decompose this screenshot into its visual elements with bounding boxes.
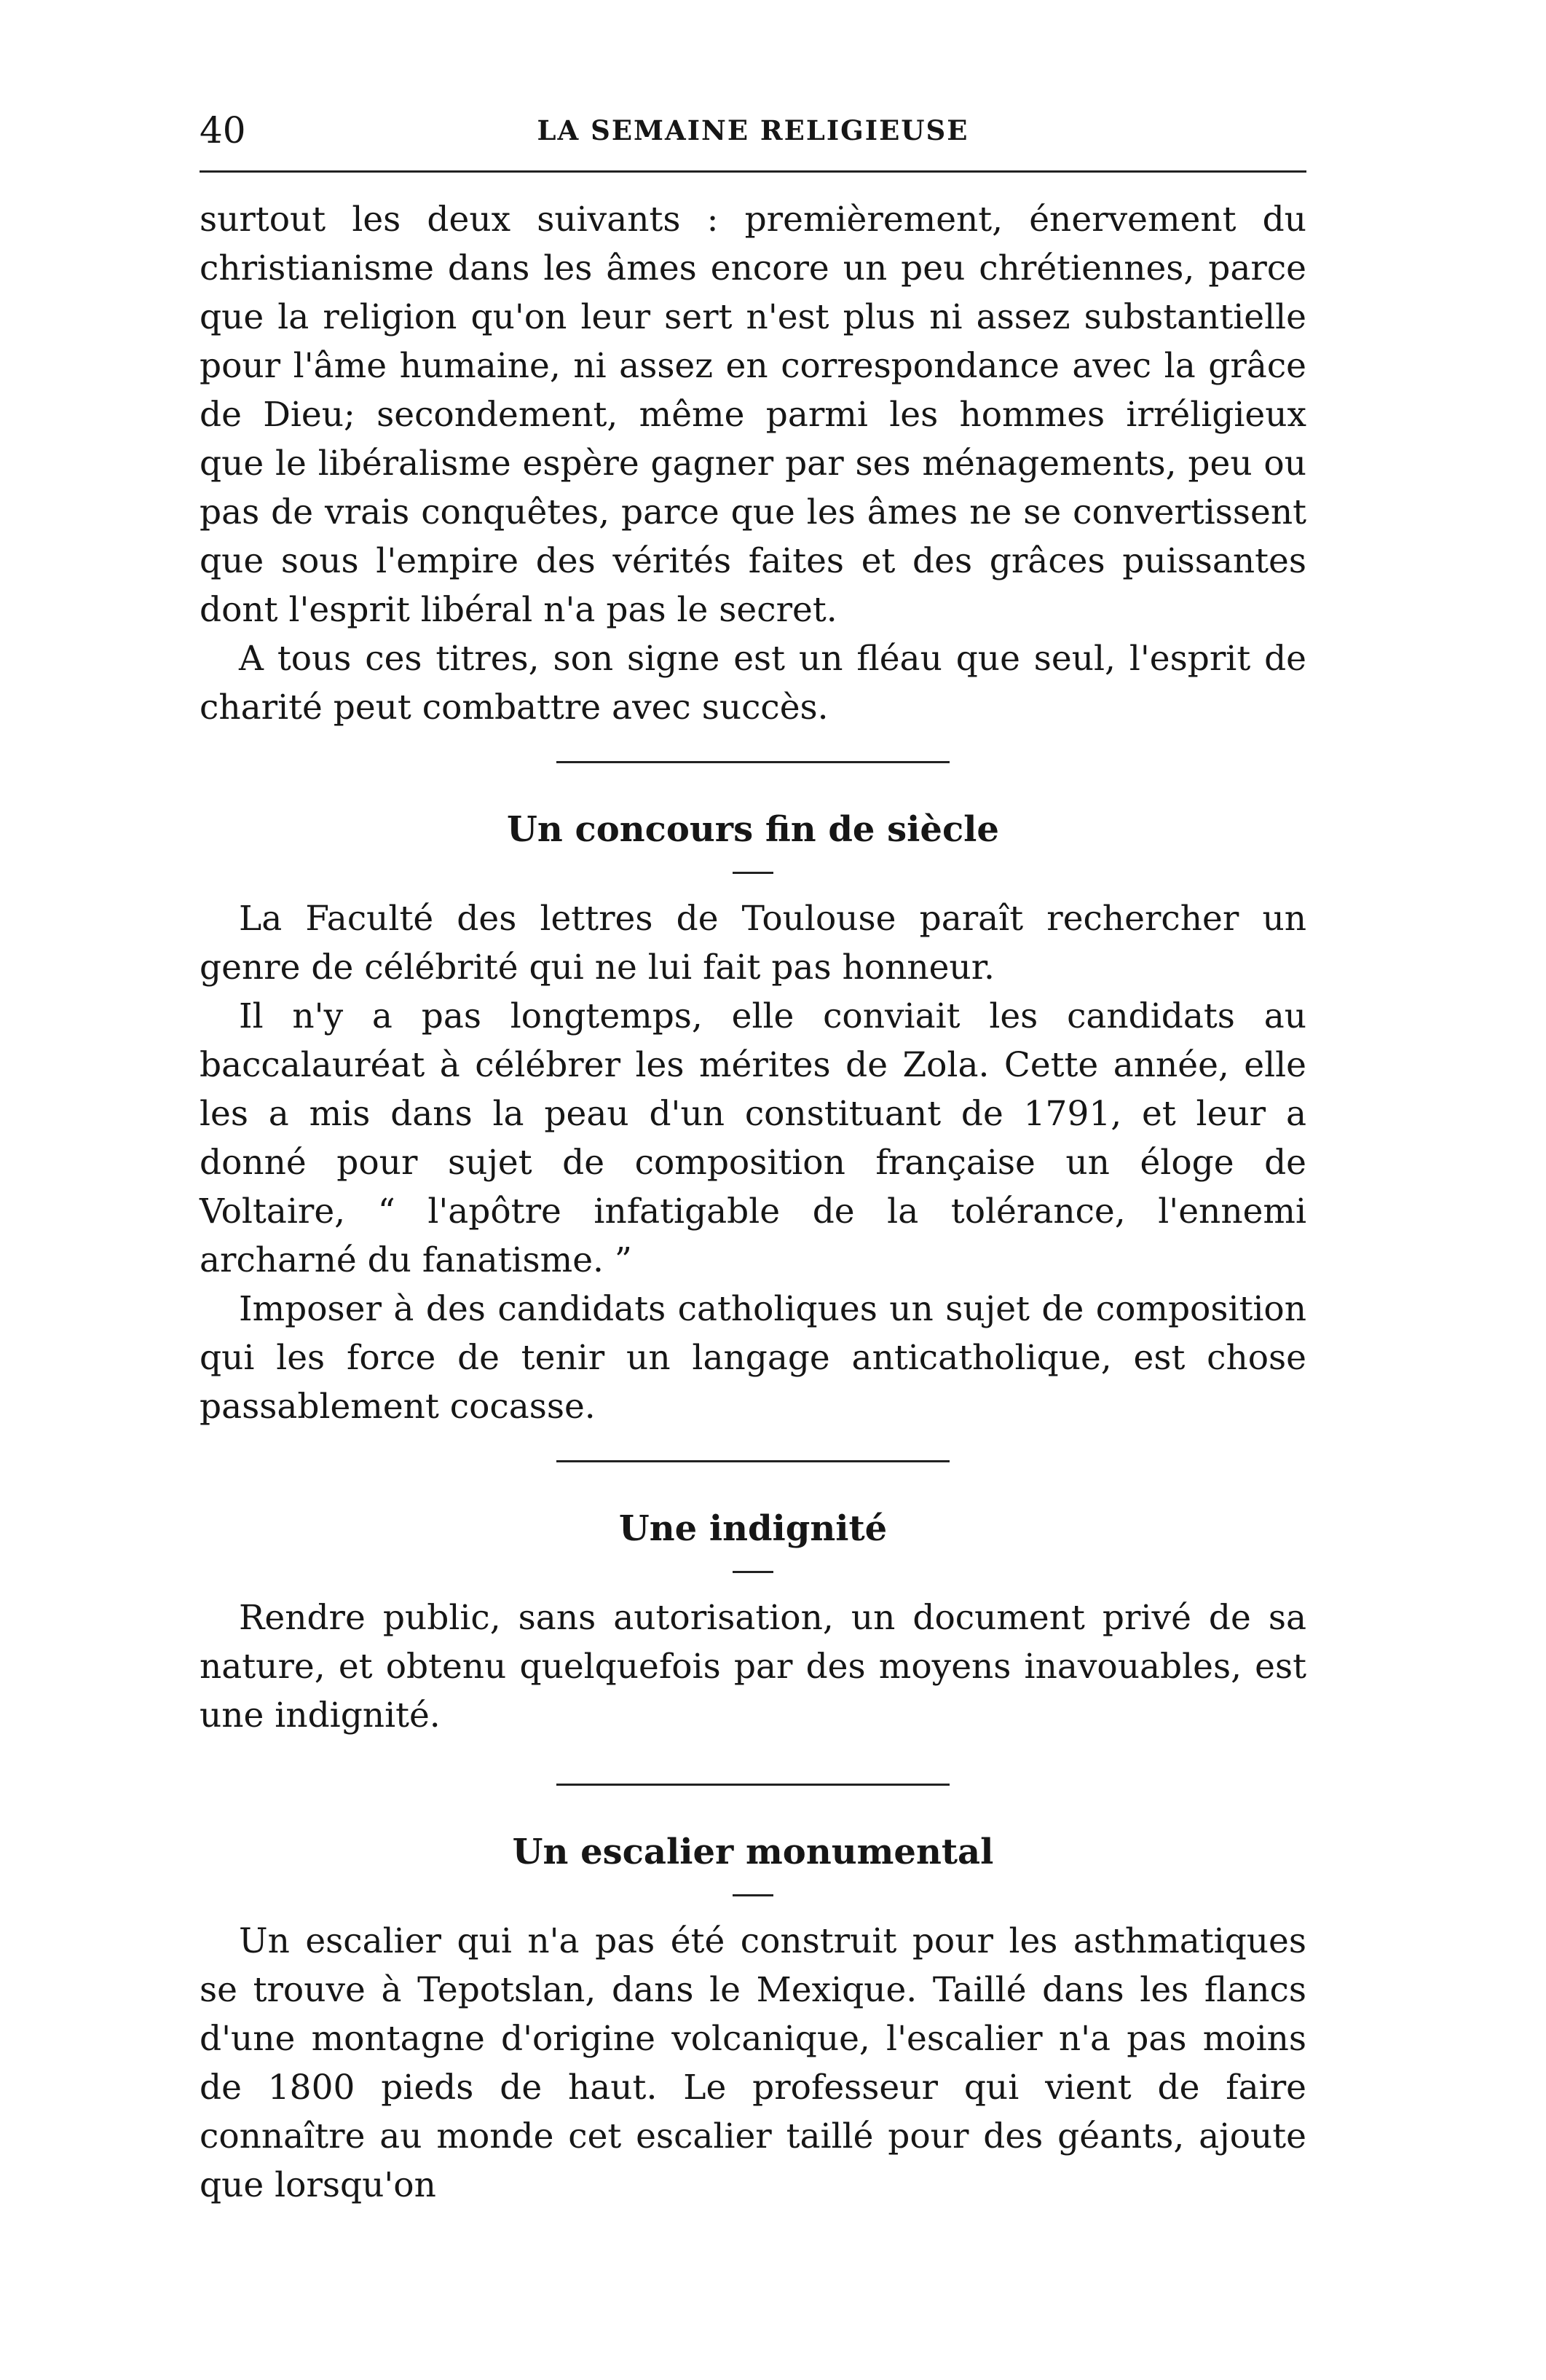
section-paragraph: Il n'y a pas longtemps, elle conviait les candidats au baccalauréat à célébrer les mérites de Zola. Cette année, elle les a mis dans la peau d'un constituant de 1791, et leur a donné pour sujet de composition française un éloge de Voltaire, “ l'apôtre infatigable de la tolérance, l'ennemi archarné du fanatisme. ” [200, 996, 1306, 1280]
section-paragraph: Imposer à des candidats catholiques un sujet de composition qui les force de tenir un langage anticatholique, est chose passablement cocasse. [200, 1289, 1306, 1427]
section-separator-rule [556, 761, 950, 763]
section-title: Un escalier monumental [512, 1832, 994, 1872]
section-separator-rule [556, 1460, 950, 1462]
page-number: 40 [200, 109, 246, 151]
section-paragraph: Rendre public, sans autorisation, un document privé de sa nature, et obtenu quelquefois par des moyens inavouables, est une indignité. [200, 1598, 1306, 1735]
section-title: Un concours fin de siècle [507, 809, 999, 850]
header-rule [200, 170, 1306, 173]
running-head [200, 105, 1306, 156]
title-dash [733, 1571, 773, 1573]
journal-title: LA SEMAINE RELIGIEUSE [537, 114, 969, 146]
intro-paragraph: surtout les deux suivants : premièrement, énervement du christianisme dans les âmes encore un peu chrétiennes, parce que la religion qu'on leur sert n'est plus ni assez substantielle pour l'âme humaine, ni assez en correspondance avec la grâce de Dieu; secondement, même parmi les hommes irréligieux que le libéralisme espère gagner par ses ménagements, peu ou pas de vrais conquêtes, parce que les âmes ne se convertissent que sous l'empire des vérités faites et des grâces puissantes dont l'esprit libéral n'a pas le secret. [200, 200, 1306, 630]
section-paragraph: La Faculté des lettres de Toulouse paraît rechercher un genre de célébrité qui ne lui fait pas honneur. [200, 899, 1306, 988]
intro-paragraph: A tous ces titres, son signe est un fléau que seul, l'esprit de charité peut combattre avec succès. [200, 639, 1306, 728]
title-dash [733, 1894, 773, 1896]
page-body [200, 195, 1306, 2210]
title-dash [733, 872, 773, 874]
section-paragraph: Un escalier qui n'a pas été construit pour les asthmatiques se trouve à Tepotslan, dans le Mexique. Taillé dans les flancs d'une montagne d'origine volcanique, l'escalier n'a pas moins de 1800 pieds de haut. Le professeur qui vient de faire connaître au monde cet escalier taillé pour des géants, ajoute que lorsqu'on [200, 1921, 1306, 2205]
section-title: Une indignité [618, 1508, 888, 1549]
section-separator-rule [556, 1784, 950, 1786]
